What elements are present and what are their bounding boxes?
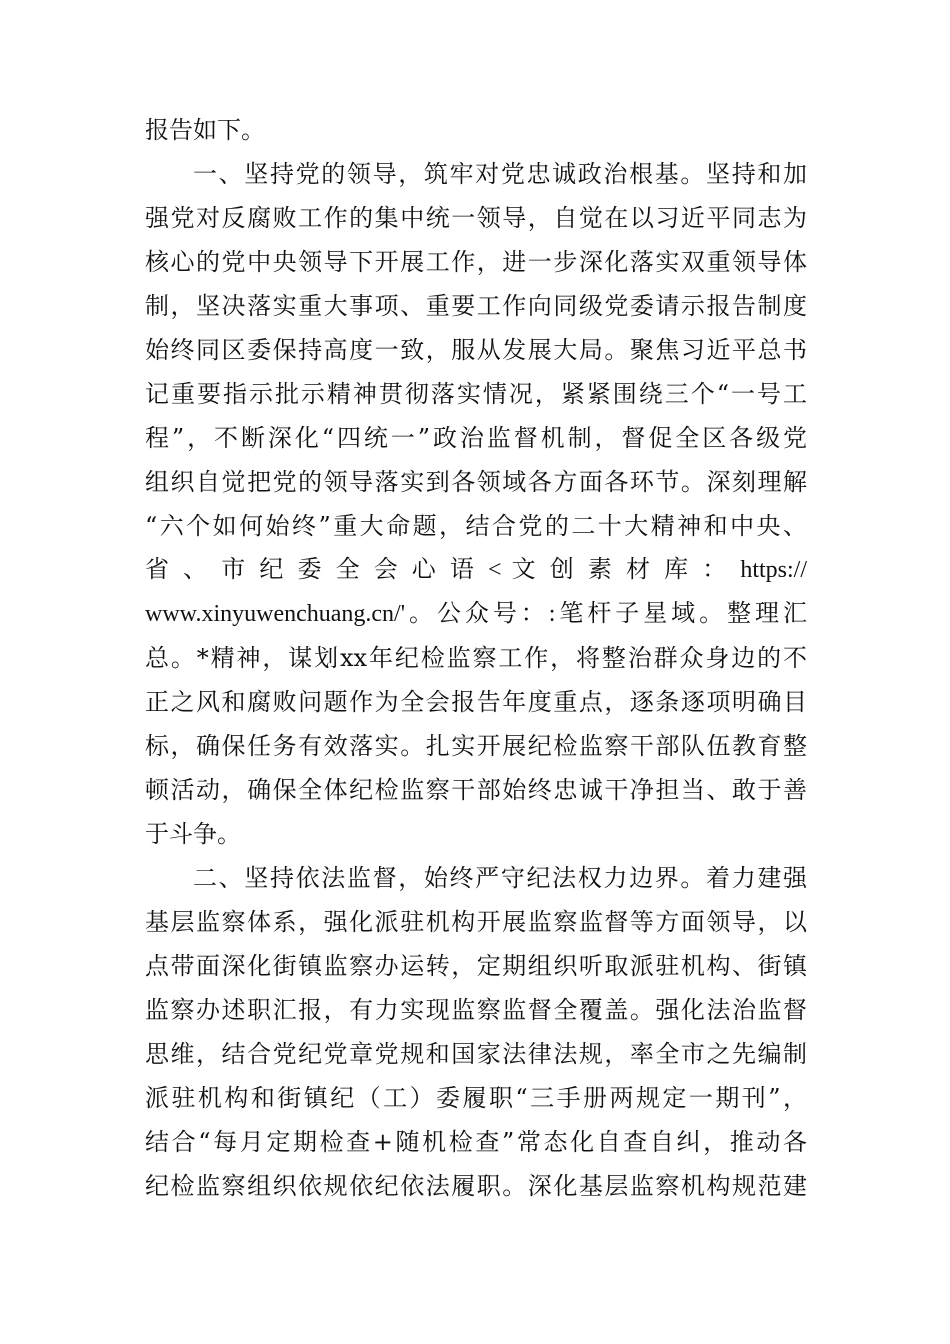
text-line: 组织自觉把党的领导落实到各领域各方面各环节。深刻理解 — [145, 468, 807, 496]
text-line: 标，确保任务有效落实。扎实开展纪检监察干部队伍教育整 — [145, 732, 807, 760]
text-line: 思维，结合党纪党章党规和国家法律法规，率全市之先编制 — [145, 1040, 807, 1068]
text-line: www.xinyuwenchuang.cn/'。公众号：:笔杆子星域。整理汇 — [145, 601, 807, 627]
text-line: 制，坚决落实重大事项、重要工作向同级党委请示报告制度 — [145, 292, 807, 320]
text-line: 程”，不断深化“四统一”政治监督机制，督促全区各级党 — [145, 424, 807, 452]
text-line: 强党对反腐败工作的集中统一领导，自觉在以习近平同志为 — [145, 204, 807, 232]
text-line: 报告如下。 — [145, 116, 265, 144]
text-line: 纪检监察组织依规依纪依法履职。深化基层监察机构规范建 — [145, 1172, 807, 1200]
text-line: 正之风和腐败问题作为全会报告年度重点，逐条逐项明确目 — [145, 688, 807, 716]
document-body — [145, 108, 807, 1208]
text-line: 核心的党中央领导下开展工作，进一步深化落实双重领导体 — [145, 248, 807, 276]
text-line: 总。*精神，谋划xx年纪检监察工作，将整治群众身边的不 — [145, 644, 807, 672]
text-line: 记重要指示批示精神贯彻落实情况，紧紧围绕三个“一号工 — [145, 380, 807, 408]
text-line: 省 、 市 纪 委 全 会 心 语 < 文 创 素 材 库 ： https:// — [145, 557, 807, 583]
text-line: 点带面深化街镇监察办运转，定期组织听取派驻机构、街镇 — [145, 952, 807, 980]
text-line: 始终同区委保持高度一致，服从发展大局。聚焦习近平总书 — [145, 336, 807, 364]
text-line: 基层监察体系，强化派驻机构开展监察监督等方面领导，以 — [145, 908, 807, 936]
text-line: 监察办述职汇报，有力实现监察监督全覆盖。强化法治监督 — [145, 996, 807, 1024]
text-line: “六个如何始终”重大命题，结合党的二十大精神和中央、 — [145, 512, 807, 540]
text-line: 结合“每月定期检查+随机检查”常态化自查自纠，推动各 — [145, 1128, 807, 1156]
text-line: 顿活动，确保全体纪检监察干部始终忠诚干净担当、敢于善 — [145, 776, 807, 804]
text-line: 于斗争。 — [145, 820, 241, 848]
section-heading-line: 一、坚持党的领导，筑牢对党忠诚政治根基。坚持和加 — [193, 160, 807, 188]
section-heading-line: 二、坚持依法监督，始终严守纪法权力边界。着力建强 — [193, 864, 807, 892]
text-line: 派驻机构和街镇纪（工）委履职“三手册两规定一期刊”， — [145, 1084, 807, 1112]
